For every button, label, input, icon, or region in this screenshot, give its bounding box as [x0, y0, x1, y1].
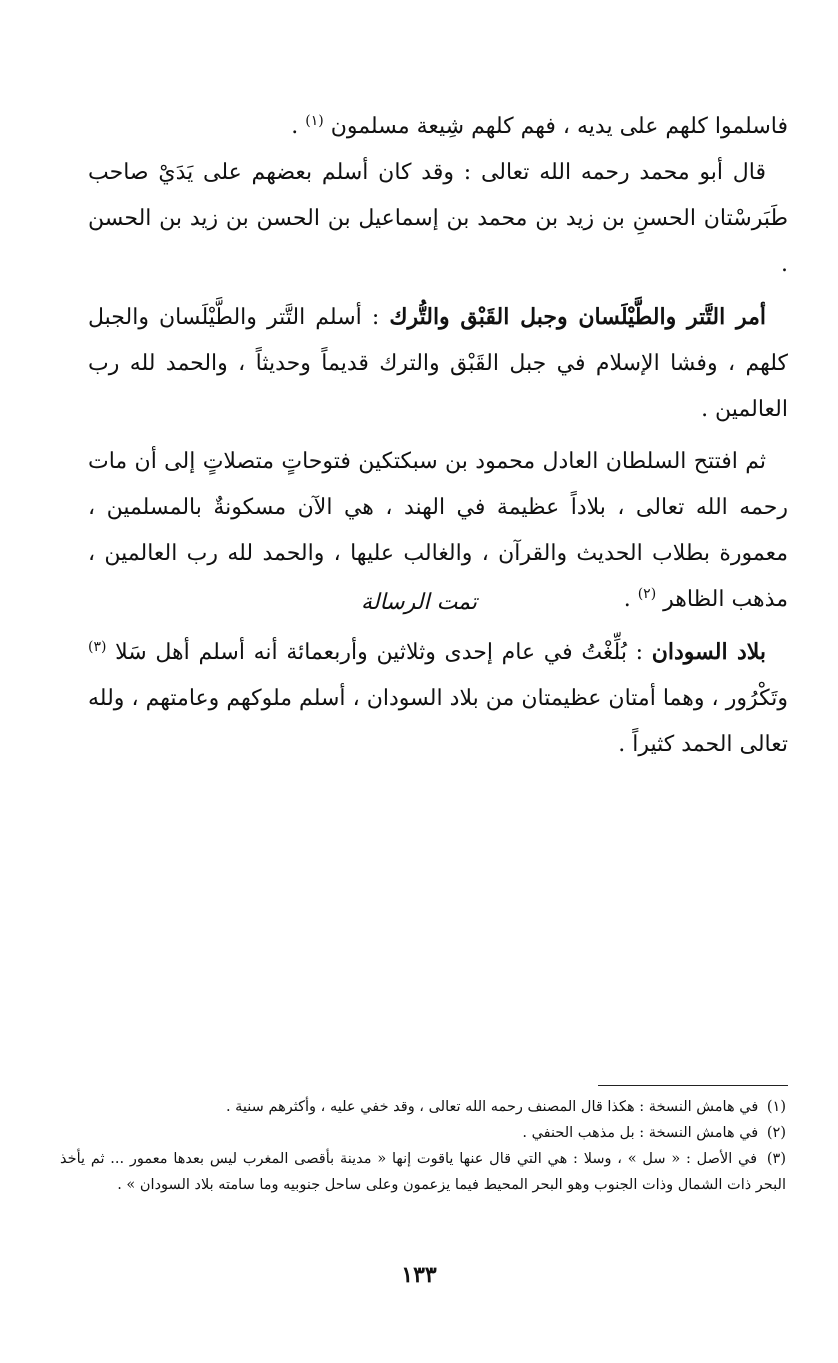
paragraph-2-text: قال أبو محمد رحمه الله تعالى : وقد كان أسلم بعضهم على يَدَيْ صاحب طَبَرسْتان الحسنِ بن زيد بن محمد بن إسماعيل بن الحسن بن زيد بن الحسن . [88, 160, 788, 277]
page-number: ١٣٣ [401, 1262, 437, 1288]
paragraph-3-text: : أسلم التَّتر والطَّيْلَسان والجبل كلهم ، وفشا الإسلام في جبل القَبْق والترك قديماً وحديثاً ، والحمد لله رب العالمين . [88, 305, 788, 422]
footnote-ref-2[interactable]: (٢) [637, 586, 657, 602]
footnote-3-number: (٣) [766, 1151, 787, 1167]
paragraph-4-text: ثم افتتح السلطان العادل محمود بن سبكتكين فتوحاتٍ متصلاتٍ إلى أن مات رحمه الله تعالى ، بلاداً عظيمة في الهند ، هي الآن مسكونةٌ بالمسلمين ، معمورة بطلاب الحديث والقرآن ، والغالب عليها ، والحمد لله رب العالمين ، مذهب الظاهر [88, 449, 788, 612]
footnotes [60, 1094, 786, 1198]
footnote-2-text: في هامش النسخة : بل مذهب الحنفي . [522, 1125, 759, 1141]
paragraph-5-text-a: : بُلِّغْتُ في عام إحدى وثلاثين وأربعمائة أنه أسلم أهل سَلا [115, 640, 652, 665]
section-heading-sudan: بلاد السودان [651, 639, 767, 665]
footnote-1-text: في هامش النسخة : هكذا قال المصنف رحمه الله تعالى ، وقد خفي عليه ، وأكثرهم سنية . [225, 1099, 759, 1115]
main-text [88, 104, 788, 768]
closing-line: تمت الرسالة [360, 590, 478, 615]
footnote-1 [60, 1094, 786, 1120]
paragraph-5 [88, 629, 788, 768]
footnote-2 [60, 1120, 786, 1146]
footnote-ref-1[interactable]: (١) [305, 113, 324, 129]
footnote-divider [598, 1085, 788, 1086]
paragraph-1 [88, 104, 788, 150]
paragraph-1-text: فاسلموا كلهم على يديه ، فهم كلهم شِيعة مسلمون [330, 114, 788, 139]
paragraph-5-text-b: وتَكْرُور ، وهما أمتان عظيمتان من بلاد السودان ، أسلم ملوكهم وعامتهم ، ولله تعالى الحمد كثيراً . [88, 686, 788, 757]
paragraph-2 [88, 150, 788, 288]
footnote-3 [60, 1146, 786, 1198]
footnote-2-number: (٢) [766, 1125, 786, 1141]
footnote-3-text: في الأصل : « سل » ، وسلا : هي التي قال عنها ياقوت إنها « مدينة بأقصى المغرب ليس بعدها معمور ... ثم يأخذ البحر ذات الشمال وذات الجنوب وهو البحر المحيط فيما يزعمون وعلى ساحل جنوبيه وما سامته بلاد السودان » . [60, 1151, 786, 1193]
footnote-1-number: (١) [766, 1099, 786, 1115]
footnote-ref-3[interactable]: (٣) [88, 639, 107, 655]
paragraph-3 [88, 294, 788, 433]
paragraph-1-end: . [291, 114, 306, 139]
paragraph-4-end: . [623, 587, 638, 612]
section-heading-tatar: أمر التَّتر والطَّيْلَسان وجبل القَبْق والتُّرك [389, 304, 766, 330]
